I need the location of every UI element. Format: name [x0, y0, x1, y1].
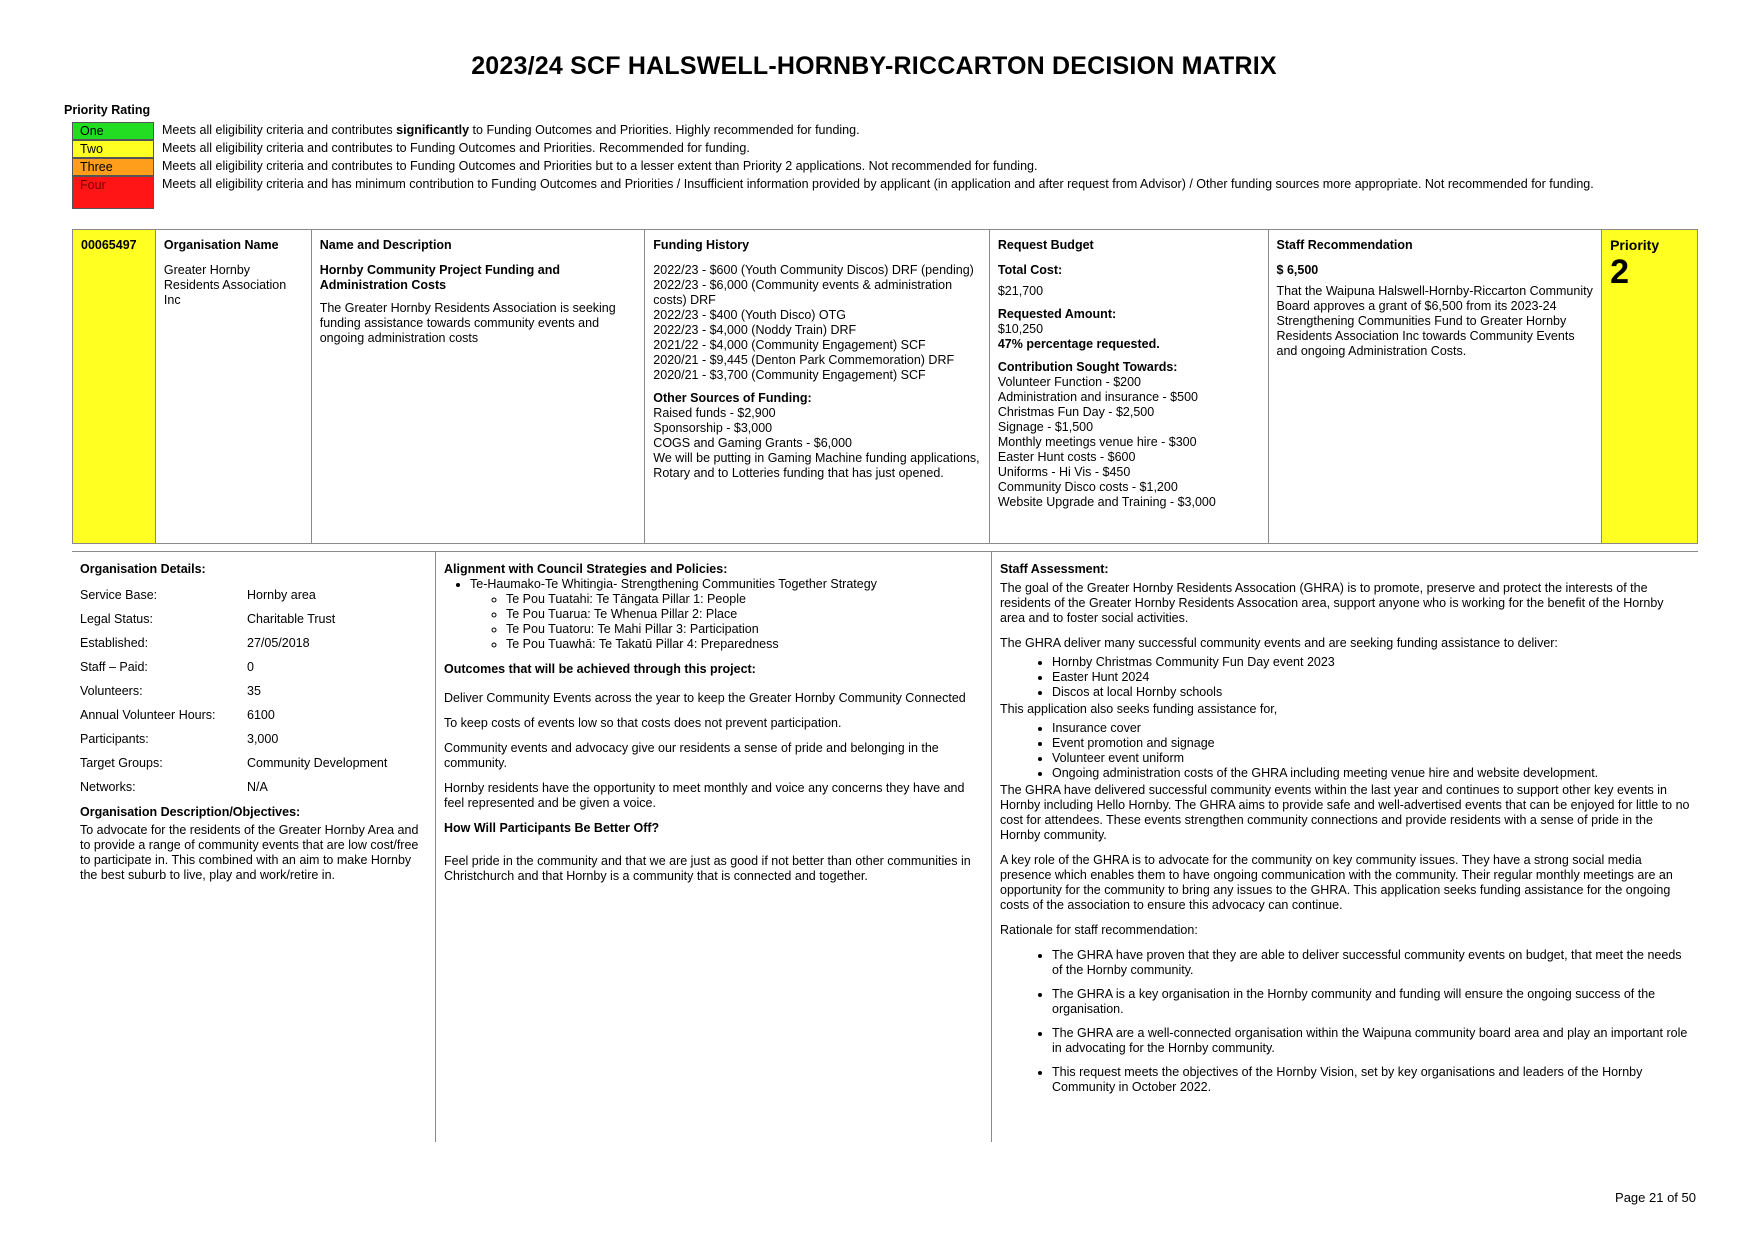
- organisation-name-cell: [156, 230, 312, 543]
- outcome-item: To keep costs of events low so that costs does not prevent participation.: [444, 716, 842, 730]
- priority-row-two: [72, 140, 1647, 158]
- staff-assessment-heading: Staff Assessment:: [1000, 562, 1109, 576]
- priority-text-three: Meets all eligibility criteria and contributes to Funding Outcomes and Priorities but to a lesser extent than Priority 2 applications. Not recommended for funding.: [162, 159, 1038, 173]
- priority-swatch-four: Four: [72, 176, 154, 209]
- also-item: • Event promotion and signage: [1052, 736, 1690, 751]
- priority-swatch-two: Two: [72, 140, 154, 158]
- events-list: [1000, 655, 1690, 700]
- detail-row: Annual Volunteer Hours: 6100: [80, 707, 275, 722]
- details-section: [72, 551, 1698, 1142]
- organisation-name: Greater Hornby Residents Association Inc: [163, 263, 287, 307]
- staff-recommended-amount: $ 6,500: [1276, 263, 1319, 277]
- pillar-list: [470, 592, 983, 652]
- other-source-item: Raised funds - $2,900: [653, 406, 776, 420]
- priority-text-two: Meets all eligibility criteria and contributes to Funding Outcomes and Priorities. Recommended for funding.: [162, 141, 750, 155]
- name-description-header: Name and Description: [319, 238, 452, 252]
- request-budget-header: Request Budget: [997, 238, 1094, 252]
- detail-row: Participants: 3,000: [80, 731, 279, 746]
- event-item: • Discos at local Hornby schools: [1052, 685, 1690, 700]
- other-sources-header: Other Sources of Funding:: [653, 391, 812, 405]
- priority-header: Priority: [1610, 237, 1660, 253]
- staff-recommendation-cell: [1269, 230, 1603, 543]
- contribution-item: Administration and insurance - $500: [997, 390, 1198, 404]
- also-list: [1000, 721, 1690, 781]
- name-description-cell: [312, 230, 646, 543]
- funding-history-item: 2022/23 - $6,000 (Community events & administration costs) DRF: [653, 278, 953, 307]
- priority-cell: [1602, 230, 1697, 543]
- contribution-item: Christmas Fun Day - $2,500: [997, 405, 1155, 419]
- detail-row: Networks: N/A: [80, 779, 268, 794]
- funding-history-cell: [645, 230, 990, 543]
- other-source-item: Sponsorship - $3,000: [653, 421, 773, 435]
- outcomes-heading: Outcomes that will be achieved through this project:: [444, 662, 756, 676]
- contribution-item: Website Upgrade and Training - $3,000: [997, 495, 1216, 509]
- application-id: 00065497: [73, 230, 156, 543]
- pillar-item: ◦ Te Pou Tuatoru: Te Mahi Pillar 3: Participation: [506, 622, 983, 637]
- application-row: [72, 229, 1698, 544]
- requested-amount-label: Requested Amount:: [997, 307, 1117, 321]
- rationale-list: [1000, 948, 1690, 1095]
- other-source-item: COGS and Gaming Grants - $6,000: [653, 436, 853, 450]
- priority-text-four: Meets all eligibility criteria and has minimum contribution to Funding Outcomes and Priorities / Insufficient information provided by applicant (in application and after request from Advisor) / Other funding sources more appropriate. Not recommended for funding.: [162, 177, 1594, 191]
- pillar-item: ◦ Te Pou Tuarua: Te Whenua Pillar 2: Place: [506, 607, 983, 622]
- project-description: The Greater Hornby Residents Association is seeking funding assistance towards community events and ongoing administration costs: [319, 301, 616, 345]
- priority-row-three: [72, 158, 1647, 176]
- also-item: • Volunteer event uniform: [1052, 751, 1690, 766]
- also-item: • Insurance cover: [1052, 721, 1690, 736]
- requested-amount-value: $10,250: [997, 322, 1044, 336]
- staff-recommendation-text: That the Waipuna Halswell-Hornby-Riccarton Community Board approves a grant of $6,500 from its 2023-24 Strengthening Communities Fund to Greater Hornby Residents Association Inc towards Community Events and ongoing Administration Costs.: [1276, 284, 1593, 358]
- rationale-item: • The GHRA is a key organisation in the Hornby community and funding will ensure the ongoing success of the organisation.: [1052, 987, 1690, 1017]
- organisation-name-header: Organisation Name: [163, 238, 279, 252]
- priority-row-one: [72, 122, 1647, 140]
- priority-rating-legend: [72, 122, 1647, 209]
- funding-history-item: 2022/23 - $400 (Youth Disco) OTG: [653, 308, 846, 322]
- staff-recommendation-header: Staff Recommendation: [1276, 238, 1413, 252]
- organisation-details: [72, 552, 436, 1142]
- assessment-paragraph: A key role of the GHRA is to advocate for the community on key community issues. They have a strong social media presence which enables them to have ongoing communication with the community. Their regular monthly meetings are an opportunity for the community to bring any issues to the GHRA. This application seeks funding assistance for the ongoing costs of the association to ensure this advocacy can continue.: [1000, 853, 1673, 912]
- pillar-item: ◦ Te Pou Tuatahi: Te Tāngata Pillar 1: People: [506, 592, 983, 607]
- events-intro: The GHRA deliver many successful community events and are seeking funding assistance to deliver:: [1000, 636, 1558, 650]
- event-item: • Easter Hunt 2024: [1052, 670, 1690, 685]
- total-cost-value: $21,700: [997, 284, 1044, 298]
- funding-history-item: 2022/23 - $600 (Youth Community Discos) DRF (pending): [653, 263, 974, 277]
- objectives-text: To advocate for the residents of the Greater Hornby Area and to provide a range of community events that are low cost/free to participate in. This combined with an aim to make Hornby the best suburb to live, play and work/retire in.: [80, 823, 419, 882]
- also-item: • Ongoing administration costs of the GHRA including meeting venue hire and website development.: [1052, 766, 1690, 781]
- contribution-header: Contribution Sought Towards:: [997, 360, 1178, 374]
- priority-swatch-one: One: [72, 122, 154, 140]
- alignment-heading: Alignment with Council Strategies and Policies:: [444, 562, 728, 576]
- detail-row: Established: 27/05/2018: [80, 635, 310, 650]
- staff-assessment-section: [992, 552, 1698, 1142]
- detail-row: Volunteers: 35: [80, 683, 261, 698]
- funding-history-item: 2020/21 - $3,700 (Community Engagement) SCF: [653, 368, 926, 382]
- objectives-heading: Organisation Description/Objectives:: [80, 805, 301, 819]
- priority-text-one: Meets all eligibility criteria and contributes significantly to Funding Outcomes and Priorities. Highly recommended for funding.: [162, 123, 860, 137]
- outcome-item: Deliver Community Events across the year to keep the Greater Hornby Community Connected: [444, 691, 966, 705]
- also-intro: This application also seeks funding assistance for,: [1000, 702, 1278, 716]
- funding-history-item: 2021/22 - $4,000 (Community Engagement) SCF: [653, 338, 926, 352]
- strategy-item: • Te-Haumako-Te Whitingia- Strengthening Communities Together Strategy ◦ Te Pou Tuatahi: Te Tāngata Pillar 1: People ◦ Te Pou Tuarua: Te Whenua Pillar 2: Place ◦ Te Pou Tuatoru: Te Mahi Pillar 3: Participation ◦ Te Pou Tuawhā: Te Takatū Pillar 4: Preparedness: [470, 577, 983, 652]
- priority-value: 2: [1610, 253, 1630, 291]
- funding-history-list: [653, 263, 981, 383]
- rationale-item: • The GHRA have proven that they are able to deliver successful community events on budget, that meet the needs of the Hornby community.: [1052, 948, 1690, 978]
- assessment-paragraph: The GHRA have delivered successful community events within the last year and continues to support other key events in Hornby including Hello Hornby. The GHRA aims to provide safe and well-advertised events that can be enjoyed for little to no cost for attendees. These events strengthen community connections and provide residents with a sense of pride in the Hornby community.: [1000, 783, 1690, 842]
- outcome-item: Community events and advocacy give our residents a sense of pride and belonging in the community.: [444, 741, 939, 770]
- contribution-item: Monthly meetings venue hire - $300: [997, 435, 1197, 449]
- rationale-item: • This request meets the objectives of the Hornby Vision, set by key organisations and leaders of the Hornby Community in October 2022.: [1052, 1065, 1690, 1095]
- project-name: Hornby Community Project Funding and Administration Costs: [319, 263, 560, 292]
- contribution-item: Easter Hunt costs - $600: [997, 450, 1136, 464]
- priority-rating-heading: Priority Rating: [64, 103, 151, 117]
- page-title: 2023/24 SCF HALSWELL-HORNBY-RICCARTON DECISION MATRIX: [471, 52, 1277, 80]
- assessment-intro: The goal of the Greater Hornby Residents Assocation (GHRA) is to promote, preserve and protect the interests of the residents of the Greater Hornby Residents Assocation area, support anyone who is working for the benefit of the Hornby area and to foster social activities.: [1000, 581, 1664, 625]
- pillar-item: ◦ Te Pou Tuawhā: Te Takatū Pillar 4: Preparedness: [506, 637, 983, 652]
- better-off-text: Feel pride in the community and that we are just as good if not better than other communities in Christchurch and that Hornby is a community that is connected and together.: [444, 854, 971, 883]
- detail-row: Service Base: Hornby area: [80, 587, 316, 602]
- detail-row: Target Groups: Community Development: [80, 755, 388, 770]
- event-item: • Hornby Christmas Community Fun Day event 2023: [1052, 655, 1690, 670]
- contribution-item: Uniforms - Hi Vis - $450: [997, 465, 1131, 479]
- priority-swatch-three: Three: [72, 158, 154, 176]
- detail-row: Staff – Paid: 0: [80, 659, 254, 674]
- request-budget-cell: [990, 230, 1269, 543]
- total-cost-label: Total Cost:: [997, 263, 1063, 277]
- page-number: Page 21 of 50: [1615, 1190, 1696, 1205]
- outcome-item: Hornby residents have the opportunity to meet monthly and voice any concerns they have and feel represented and be given a voice.: [444, 781, 965, 810]
- detail-row: Legal Status: Charitable Trust: [80, 611, 336, 626]
- funding-history-item: 2022/23 - $4,000 (Noddy Train) DRF: [653, 323, 857, 337]
- rationale-item: • The GHRA are a well-connected organisation within the Waipuna community board area and play an important role in advocating for the Hornby community.: [1052, 1026, 1690, 1056]
- rationale-heading: Rationale for staff recommendation:: [1000, 923, 1198, 937]
- organisation-details-heading: Organisation Details:: [80, 562, 206, 576]
- percent-requested: 47% percentage requested.: [997, 337, 1160, 351]
- funding-history-item: 2020/21 - $9,445 (Denton Park Commemoration) DRF: [653, 353, 955, 367]
- funding-history-header: Funding History: [653, 238, 750, 252]
- alignment-section: [436, 552, 992, 1142]
- contribution-item: Community Disco costs - $1,200: [997, 480, 1178, 494]
- better-off-heading: How Will Participants Be Better Off?: [444, 821, 660, 835]
- priority-row-four: [72, 176, 1647, 209]
- strategy-list: [444, 577, 983, 652]
- contribution-item: Signage - $1,500: [997, 420, 1094, 434]
- contribution-item: Volunteer Function - $200: [997, 375, 1142, 389]
- other-source-item: We will be putting in Gaming Machine funding applications, Rotary and to Lotteries funding that has just opened.: [653, 451, 980, 480]
